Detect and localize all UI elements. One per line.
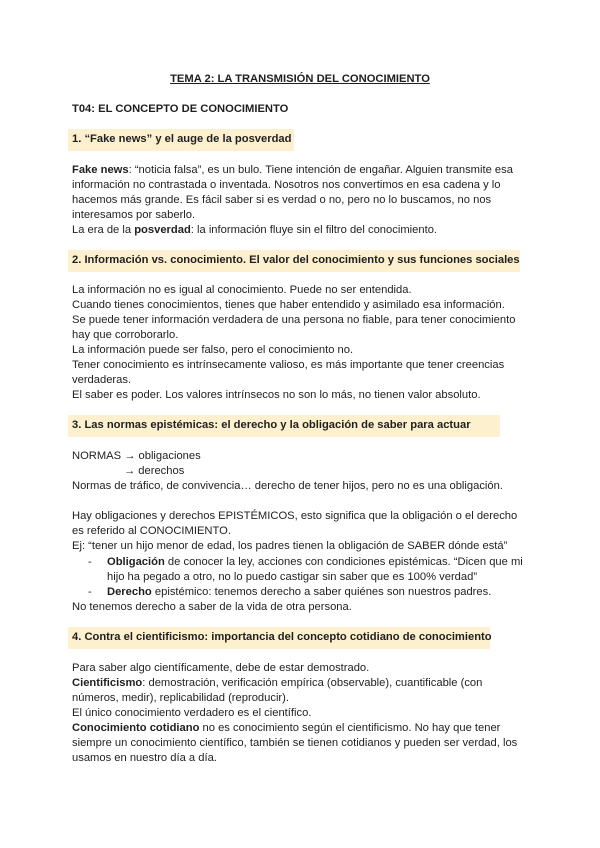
s3-line-6: Ej: “tener un hijo menor de edad, los padres tienen la obligación de SABER dónde está”: [72, 540, 508, 552]
fake-news-term: Fake news: [72, 164, 129, 176]
s2-line-5: La información puede ser falso, pero el conocimiento no.: [72, 344, 354, 356]
s4-line-5-text: no es conocimiento según el cientificismo. No hay que tener: [199, 722, 501, 734]
bullet-marker-2: -: [88, 586, 92, 598]
s2-line-1: La información no es igual al conocimiento. Puede no ser entendida.: [72, 284, 412, 296]
bullet-item-2-text: epistémico: tenemos derecho a saber quiénes son nuestros padres.: [151, 586, 492, 598]
cientificismo-term: Cientificismo: [72, 677, 143, 689]
obligacion-term: Obligación: [107, 556, 165, 568]
section-3-heading: 3. Las normas epistémicas: el derecho y la obligación de saber para actuar: [72, 419, 471, 431]
s2-line-6: Tener conocimiento es intrínsecamente valioso, es más importante que tener creencias: [72, 359, 505, 371]
derecho-term: Derecho: [107, 586, 152, 598]
section-4-heading: 4. Contra el cientificismo: importancia del concepto cotidiano de conocimiento: [72, 631, 492, 643]
s3-line-5: es referido al CONOCIMIENTO.: [72, 525, 231, 537]
s4-line-6: siempre un conocimiento científico, también se tienen cotidianos y pueden ser verdad, los: [72, 737, 518, 749]
s1-line-3: hacemos más grande. Es fácil saber si es verdad o no, pero no lo buscamos, no nos: [72, 194, 492, 206]
s1-line-1: [72, 163, 513, 178]
section-2-heading: 2. Información vs. conocimiento. El valor del conocimiento y sus funciones sociales: [72, 254, 520, 266]
bullet-item-1: [107, 555, 523, 570]
s3-line-4: Hay obligaciones y derechos EPISTÉMICOS, esto significa que la obligación o el derecho: [72, 510, 518, 522]
s2-line-4: hay que corroborarlo.: [72, 329, 179, 341]
s3-line-1: NORMAS → obligaciones: [72, 450, 201, 462]
s4-line-3: números, medir), replicabilidad (reproducir).: [72, 692, 289, 704]
bullet-item-2: [107, 585, 491, 600]
page-title: TEMA 2: LA TRANSMISIÓN DEL CONOCIMIENTO: [170, 73, 430, 85]
s3-line-3: Normas de tráfico, de convivencia… derecho de tener hijos, pero no es una obligación.: [72, 480, 503, 492]
s4-line-4: El único conocimiento verdadero es el científico.: [72, 707, 312, 719]
s1-line-4: interesamos por saberlo.: [72, 209, 196, 221]
s1-line-5-text: : la información fluye sin el filtro del conocimiento.: [190, 224, 438, 236]
page-subtitle: T04: EL CONCEPTO DE CONOCIMIENTO: [72, 103, 289, 115]
bullet-marker-1: -: [88, 556, 92, 568]
s1-line-5-lead: La era de la: [72, 224, 135, 236]
conocimiento-cotidiano-term: Conocimiento cotidiano: [72, 722, 200, 734]
bullet-item-1-text: de conocer la ley, acciones con condiciones epistémicas. “Dicen que mi: [164, 556, 523, 568]
s1-line-1-text: : “noticia falsa”, es un bulo. Tiene intención de engañar. Alguien transmite esa: [128, 164, 513, 176]
s2-line-2: Cuando tienes conocimientos, tienes que haber entendido y asimilado esa información.: [72, 299, 505, 311]
s4-line-2-text: : demostración, verificación empírica (observable), cuantificable (con: [142, 677, 483, 689]
s2-line-8: El saber es poder. Los valores intrínsecos no son lo más, no tienen valor absoluto.: [72, 389, 481, 401]
bullet-item-1-line-2: hijo ha pegado a otro, no lo puedo castigar sin saber que es 100% verdad”: [107, 571, 478, 583]
s4-line-2: [72, 676, 482, 691]
section-1-heading: 1. “Fake news” y el auge de la posverdad: [72, 133, 292, 145]
s1-line-5: [72, 223, 437, 238]
s3-line-7: No tenemos derecho a saber de la vida de otra persona.: [72, 601, 352, 613]
s4-line-1: Para saber algo científicamente, debe de estar demostrado.: [72, 662, 370, 674]
s2-line-3: Se puede tener información verdadera de una persona no fiable, para tener conocimiento: [72, 314, 516, 326]
s4-line-5: [72, 721, 500, 736]
s3-line-2: → derechos: [124, 465, 185, 477]
s2-line-7: verdaderas.: [72, 374, 132, 386]
posverdad-term: posverdad: [134, 224, 191, 236]
s1-line-2: información no contrastada o inventada. Nosotros nos convertimos en esa cadena y lo: [72, 179, 501, 191]
s4-line-7: usamos en nuestro día a día.: [72, 752, 217, 764]
